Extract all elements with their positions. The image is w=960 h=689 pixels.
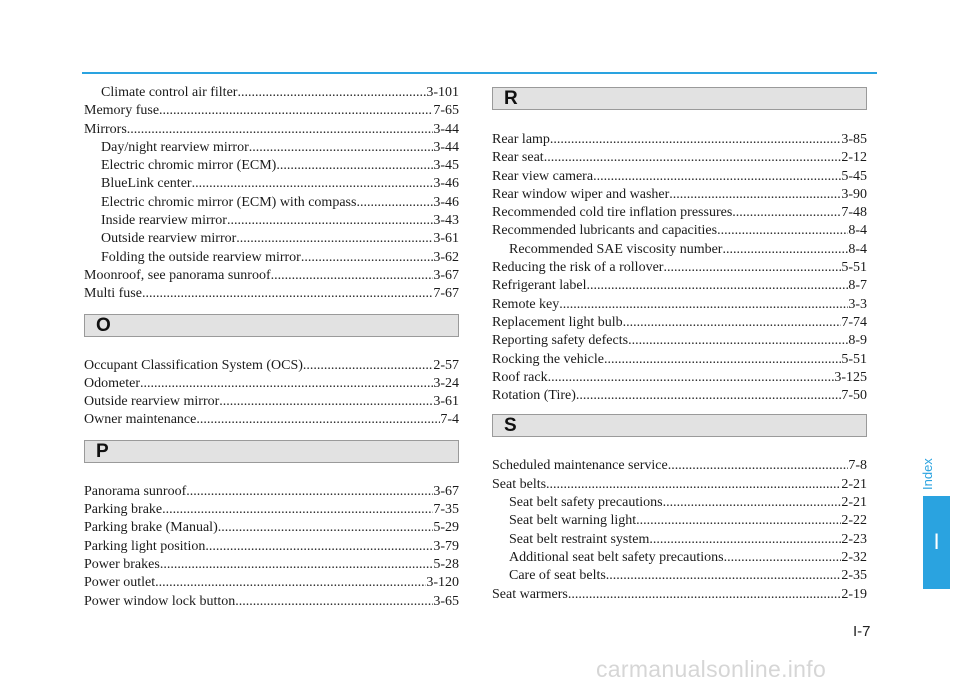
- index-entry-page: 3-85: [841, 132, 867, 147]
- dot-leader: [142, 285, 433, 303]
- index-entry-page: 2-21: [841, 495, 867, 511]
- index-entry-text: BlueLink center: [101, 176, 192, 192]
- section-letter-s: S: [504, 415, 517, 437]
- index-entry-page: 3-62: [433, 249, 459, 265]
- dot-leader: [219, 393, 433, 411]
- dot-leader: [717, 222, 848, 240]
- index-column-right: [492, 84, 867, 604]
- index-entry-text: Odometer: [84, 375, 140, 391]
- section-letter-p: P: [96, 440, 109, 462]
- dot-leader: [160, 556, 434, 574]
- index-entry-page: 2-32: [841, 549, 867, 565]
- index-entry[interactable]: [492, 204, 867, 222]
- index-entry-page: 8-4: [848, 241, 867, 257]
- dot-leader: [550, 131, 841, 149]
- index-entry-text: Scheduled maintenance service: [492, 458, 668, 474]
- dot-leader: [196, 411, 440, 429]
- dot-leader: [668, 457, 849, 475]
- index-entry-text: Outside rearview mirror: [84, 394, 220, 410]
- index-entry-page: 2-23: [841, 531, 867, 547]
- dot-leader: [276, 157, 433, 175]
- dot-leader: [722, 241, 848, 259]
- index-entry[interactable]: [84, 175, 459, 193]
- index-entry[interactable]: [84, 139, 459, 157]
- dot-leader: [301, 249, 433, 267]
- index-entry-text: Rocking the vehicle: [492, 351, 604, 367]
- index-entry-text: Parking brake (Manual): [84, 520, 218, 536]
- index-entry[interactable]: [84, 556, 459, 574]
- dot-leader: [192, 175, 434, 193]
- dot-leader: [271, 267, 434, 285]
- index-entry[interactable]: [84, 230, 459, 248]
- index-entry[interactable]: [492, 149, 867, 167]
- index-group-m: [84, 84, 459, 304]
- index-entry-page: 7-65: [433, 103, 459, 119]
- dot-leader: [236, 230, 433, 248]
- index-entry-page: 5-45: [841, 168, 867, 184]
- section-header-r: [492, 87, 867, 110]
- index-entry[interactable]: [492, 314, 867, 332]
- dot-leader: [186, 483, 433, 501]
- index-entry-page: 7-48: [841, 205, 867, 221]
- index-group-s: [492, 457, 867, 603]
- index-entry[interactable]: [492, 457, 867, 475]
- index-entry-text: Rear seat: [492, 150, 544, 166]
- index-entry-page: 3-45: [433, 158, 459, 174]
- index-entry-page: 7-8: [848, 458, 867, 474]
- index-entry-page: 2-21: [841, 476, 867, 492]
- index-entry-text: Day/night rearview mirror: [101, 139, 249, 155]
- dot-leader: [628, 332, 848, 350]
- dot-leader: [604, 351, 841, 369]
- index-entry-page: 3-61: [433, 231, 459, 247]
- index-entry-text: Electric chromic mirror (ECM) with compass: [101, 194, 357, 210]
- index-entry-page: 7-74: [841, 314, 867, 330]
- dot-leader: [623, 314, 842, 332]
- index-entry-page: 3-44: [433, 121, 459, 137]
- index-entry[interactable]: [492, 222, 867, 240]
- dot-leader: [559, 296, 848, 314]
- index-entry[interactable]: [492, 387, 867, 405]
- index-entry[interactable]: [84, 102, 459, 120]
- index-entry[interactable]: [492, 567, 867, 585]
- dot-leader: [303, 357, 433, 375]
- index-entry-text: Folding the outside rearview mirror: [101, 249, 301, 265]
- dot-leader: [127, 121, 434, 139]
- index-entry-page: 2-12: [841, 150, 867, 166]
- index-entry[interactable]: [84, 574, 459, 592]
- index-entry-page: 3-101: [426, 85, 459, 100]
- index-entry-text: Replacement light bulb: [492, 314, 623, 330]
- index-entry[interactable]: [84, 267, 459, 285]
- index-entry-text: Panorama sunroof: [84, 483, 187, 499]
- dot-leader: [606, 567, 842, 585]
- index-entry-page: 3-44: [433, 139, 459, 155]
- index-entry-page: 5-28: [433, 556, 459, 572]
- dot-leader: [249, 139, 434, 157]
- index-group-p: [84, 483, 459, 611]
- index-entry-text: Care of seat belts: [509, 568, 606, 584]
- index-entry-page: 2-57: [433, 357, 459, 373]
- dot-leader: [636, 512, 841, 530]
- index-entry-page: 8-7: [848, 278, 867, 294]
- index-entry-page: 3-43: [433, 213, 459, 229]
- index-entry[interactable]: [84, 212, 459, 230]
- index-entry-text: Seat warmers: [492, 586, 568, 602]
- index-entry-page: 3-3: [848, 296, 867, 312]
- index-entry-page: 3-67: [433, 267, 459, 283]
- section-letter-o: O: [96, 314, 111, 336]
- index-entry[interactable]: [492, 186, 867, 204]
- index-entry[interactable]: [492, 512, 867, 530]
- section-letter-r: R: [504, 88, 518, 109]
- index-entry-page: 3-120: [426, 575, 459, 591]
- index-entry[interactable]: [84, 249, 459, 267]
- side-tab-letter: I: [933, 529, 940, 554]
- dot-leader: [546, 476, 841, 494]
- index-entry-page: 2-19: [841, 586, 867, 602]
- dot-leader: [663, 494, 842, 512]
- index-entry-text: Recommended lubricants and capacities: [492, 223, 718, 239]
- index-entry-text: Roof rack: [492, 369, 548, 385]
- dot-leader: [576, 387, 841, 405]
- index-entry-text: Seat belts: [492, 476, 547, 492]
- index-entry[interactable]: [492, 296, 867, 314]
- index-entry-text: Remote key: [492, 296, 560, 312]
- index-entry-text: Electric chromic mirror (ECM): [101, 158, 277, 174]
- index-entry[interactable]: [84, 375, 459, 393]
- index-entry[interactable]: [84, 84, 459, 102]
- index-entry[interactable]: [492, 259, 867, 277]
- section-header-o: [84, 314, 459, 337]
- dot-leader: [162, 501, 433, 519]
- index-entry[interactable]: [84, 411, 459, 429]
- index-entry-text: Rear window wiper and washer: [492, 186, 670, 202]
- dot-leader: [663, 259, 841, 277]
- index-entry[interactable]: [84, 393, 459, 411]
- watermark: carmanualsonline.info: [596, 656, 827, 682]
- index-entry-text: Occupant Classification System (OCS): [84, 357, 303, 373]
- top-rule: [82, 72, 877, 74]
- index-entry-page: 3-125: [834, 369, 867, 385]
- index-entry[interactable]: [492, 351, 867, 369]
- index-entry[interactable]: [84, 519, 459, 537]
- index-entry[interactable]: [492, 277, 867, 295]
- index-entry-text: Mirrors: [84, 121, 127, 137]
- dot-leader: [218, 519, 434, 537]
- index-entry-text: Power window lock button: [84, 593, 236, 609]
- index-entry[interactable]: [492, 494, 867, 512]
- index-entry[interactable]: [492, 531, 867, 549]
- index-group-o: [84, 357, 459, 430]
- index-entry-text: Outside rearview mirror: [101, 231, 237, 247]
- index-entry-page: 8-4: [848, 223, 867, 239]
- index-entry-text: Memory fuse: [84, 103, 160, 119]
- index-entry-text: Seat belt warning light: [509, 513, 637, 529]
- index-entry-text: Power brakes: [84, 556, 160, 572]
- dot-leader: [544, 149, 842, 167]
- index-entry-page: 7-35: [433, 502, 459, 518]
- dot-leader: [724, 549, 842, 567]
- dot-leader: [159, 102, 433, 120]
- index-entry-page: 5-29: [433, 520, 459, 536]
- index-entry-text: Reporting safety defects: [492, 333, 629, 349]
- index-entry[interactable]: [492, 586, 867, 604]
- index-entry-page: 7-50: [841, 388, 867, 404]
- index-group-r: [492, 131, 867, 405]
- index-entry-text: Seat belt safety precautions: [509, 495, 663, 511]
- index-entry-page: 7-4: [440, 412, 459, 428]
- index-entry-text: Owner maintenance: [84, 412, 197, 428]
- index-entry-page: 3-79: [433, 538, 459, 554]
- dot-leader: [586, 277, 848, 295]
- index-entry-page: 8-9: [848, 333, 867, 349]
- index-entry-text: Climate control air filter: [101, 85, 238, 100]
- index-entry-text: Power outlet: [84, 575, 156, 591]
- index-entry[interactable]: [492, 131, 867, 149]
- dot-leader: [205, 538, 433, 556]
- index-entry-text: Rotation (Tire): [492, 388, 576, 404]
- index-entry-page: 2-22: [841, 513, 867, 529]
- index-entry-page: 3-67: [433, 483, 459, 499]
- index-entry-page: 5-51: [841, 351, 867, 367]
- dot-leader: [140, 375, 433, 393]
- dot-leader: [235, 593, 433, 611]
- dot-leader: [669, 186, 841, 204]
- dot-leader: [237, 84, 426, 102]
- index-entry-text: Parking brake: [84, 502, 163, 518]
- index-entry-page: 3-24: [433, 375, 459, 391]
- index-entry-page: 7-67: [433, 286, 459, 302]
- index-entry[interactable]: [84, 194, 459, 212]
- index-entry-text: Multi fuse: [84, 286, 142, 302]
- index-entry-text: Rear lamp: [492, 132, 550, 147]
- dot-leader: [732, 204, 841, 222]
- section-header-p: [84, 440, 459, 463]
- side-tab-word: Index: [920, 458, 935, 490]
- index-entry-page: 3-46: [433, 194, 459, 210]
- index-entry[interactable]: [84, 483, 459, 501]
- index-column-left: [84, 84, 459, 611]
- dot-leader: [649, 531, 841, 549]
- index-entry[interactable]: [84, 593, 459, 611]
- index-entry-text: Recommended cold tire inflation pressures: [492, 205, 733, 221]
- index-entry-page: 3-46: [433, 176, 459, 192]
- index-entry-text: Inside rearview mirror: [101, 213, 227, 229]
- index-entry-page: 5-51: [841, 260, 867, 276]
- dot-leader: [593, 168, 841, 186]
- index-entry[interactable]: [84, 538, 459, 556]
- dot-leader: [548, 369, 835, 387]
- dot-leader: [568, 586, 842, 604]
- index-entry-text: Additional seat belt safety precautions: [509, 549, 724, 565]
- index-entry[interactable]: [84, 501, 459, 519]
- index-entry[interactable]: [492, 332, 867, 350]
- index-entry[interactable]: [84, 157, 459, 175]
- index-entry[interactable]: [492, 369, 867, 387]
- index-entry-page: 2-35: [841, 568, 867, 584]
- page-number: I-7: [853, 623, 871, 640]
- index-entry[interactable]: [84, 121, 459, 139]
- index-entry-page: 3-90: [841, 186, 867, 202]
- index-entry[interactable]: [492, 549, 867, 567]
- index-entry-page: 3-61: [433, 394, 459, 410]
- index-entry-text: Rear view camera: [492, 168, 594, 184]
- index-entry[interactable]: [492, 241, 867, 259]
- index-entry[interactable]: [492, 168, 867, 186]
- index-entry-text: Seat belt restraint system: [509, 531, 650, 547]
- index-entry[interactable]: [84, 357, 459, 375]
- index-entry-text: Refrigerant label: [492, 278, 587, 294]
- index-entry-text: Parking light position: [84, 538, 206, 554]
- index-entry[interactable]: [84, 285, 459, 303]
- index-entry[interactable]: [492, 476, 867, 494]
- dot-leader: [227, 212, 433, 230]
- index-entry-text: Reducing the risk of a rollover: [492, 260, 664, 276]
- index-entry-text: Recommended SAE viscosity number: [509, 241, 723, 257]
- dot-leader: [356, 194, 433, 212]
- index-entry-page: 3-65: [433, 593, 459, 609]
- index-entry-text: Moonroof, see panorama sunroof: [84, 267, 271, 283]
- dot-leader: [155, 574, 426, 592]
- section-header-s: [492, 414, 867, 437]
